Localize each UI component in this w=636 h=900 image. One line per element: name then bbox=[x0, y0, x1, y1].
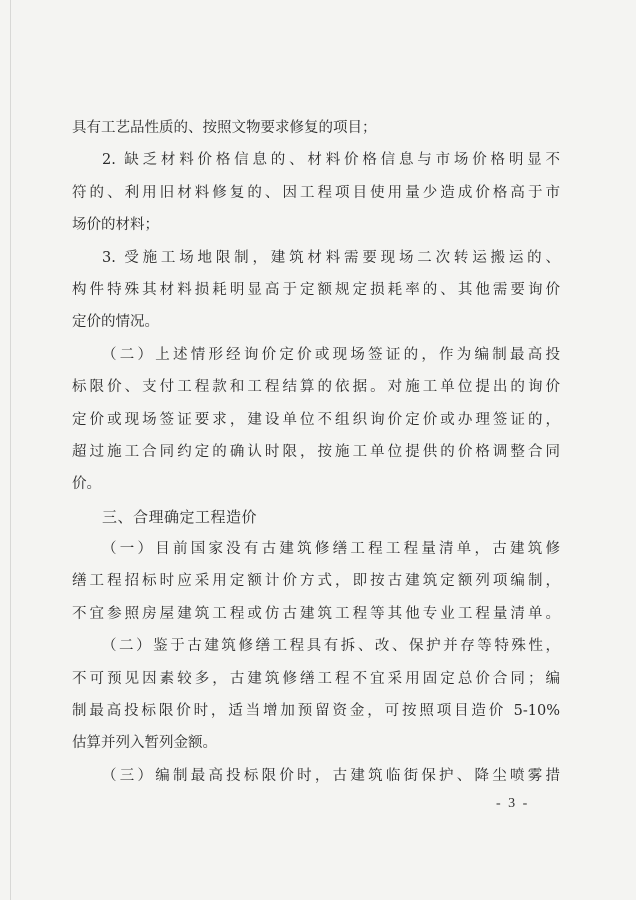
paragraph-2-line-4: 超过施工合同约定的确认时限，按施工单位提供的价格调整合同 bbox=[72, 443, 560, 460]
list-item-2-line-2: 符的、利用旧材料修复的、因工程项目使用量少造成价格高于市 bbox=[72, 184, 560, 201]
page-number: - 3 - bbox=[496, 796, 530, 811]
paragraph-2-line-1: （二）上述情形经询价定价或现场签证的，作为编制最高投 bbox=[102, 346, 560, 363]
page-fold-line bbox=[10, 0, 11, 900]
section-3-item-1-line-2: 缮工程招标时应采用定额计价方式，即按古建筑定额列项编制， bbox=[72, 573, 560, 590]
list-item-3-line-2: 构件特殊其材料损耗明显高于定额规定损耗率的、其他需要询价 bbox=[72, 281, 560, 298]
section-3-item-2-line-1: （二）鉴于古建筑修缮工程具有拆、改、保护并存等特殊性， bbox=[102, 638, 560, 655]
list-item-2-line-1: 2. 缺乏材料价格信息的、材料价格信息与市场价格明显不 bbox=[102, 152, 560, 169]
document-body bbox=[72, 112, 560, 792]
text-line: 具有工艺品性质的、按照文物要求修复的项目； bbox=[72, 120, 377, 136]
section-3-item-2-line-3: 制最高投标限价时，适当增加预留资金，可按照项目造价 5-10% bbox=[72, 703, 560, 720]
list-item-2-line-3: 场价的材料； bbox=[72, 217, 159, 234]
section-3-item-1-line-3: 不宜参照房屋建筑工程或仿古建筑工程等其他专业工程量清单。 bbox=[72, 605, 560, 622]
section-3-item-1-line-1: （一）目前国家没有古建筑修缮工程工程量清单，古建筑修 bbox=[102, 541, 560, 558]
section-3-item-2-line-4: 估算并列入暂列金额。 bbox=[72, 735, 217, 752]
section-3-item-3-line-1: （三）编制最高投标限价时，古建筑临街保护、降尘喷雾措 bbox=[102, 767, 560, 784]
section-heading: 三、合理确定工程造价 bbox=[102, 507, 258, 526]
list-item-3-line-1: 3. 受施工场地限制，建筑材料需要现场二次转运搬运的、 bbox=[102, 249, 560, 266]
paragraph-2-line-3: 定价或现场签证要求，建设单位不组织询价定价或办理签证的， bbox=[72, 411, 560, 428]
paragraph-2-line-2: 标限价、支付工程款和工程结算的依据。对施工单位提出的询价 bbox=[72, 379, 560, 396]
section-3-item-2-line-2: 不可预见因素较多，古建筑修缮工程不宜采用固定总价合同；编 bbox=[72, 670, 560, 687]
list-item-3-line-3: 定价的情况。 bbox=[72, 314, 159, 331]
paragraph-2-line-5: 价。 bbox=[72, 476, 101, 493]
